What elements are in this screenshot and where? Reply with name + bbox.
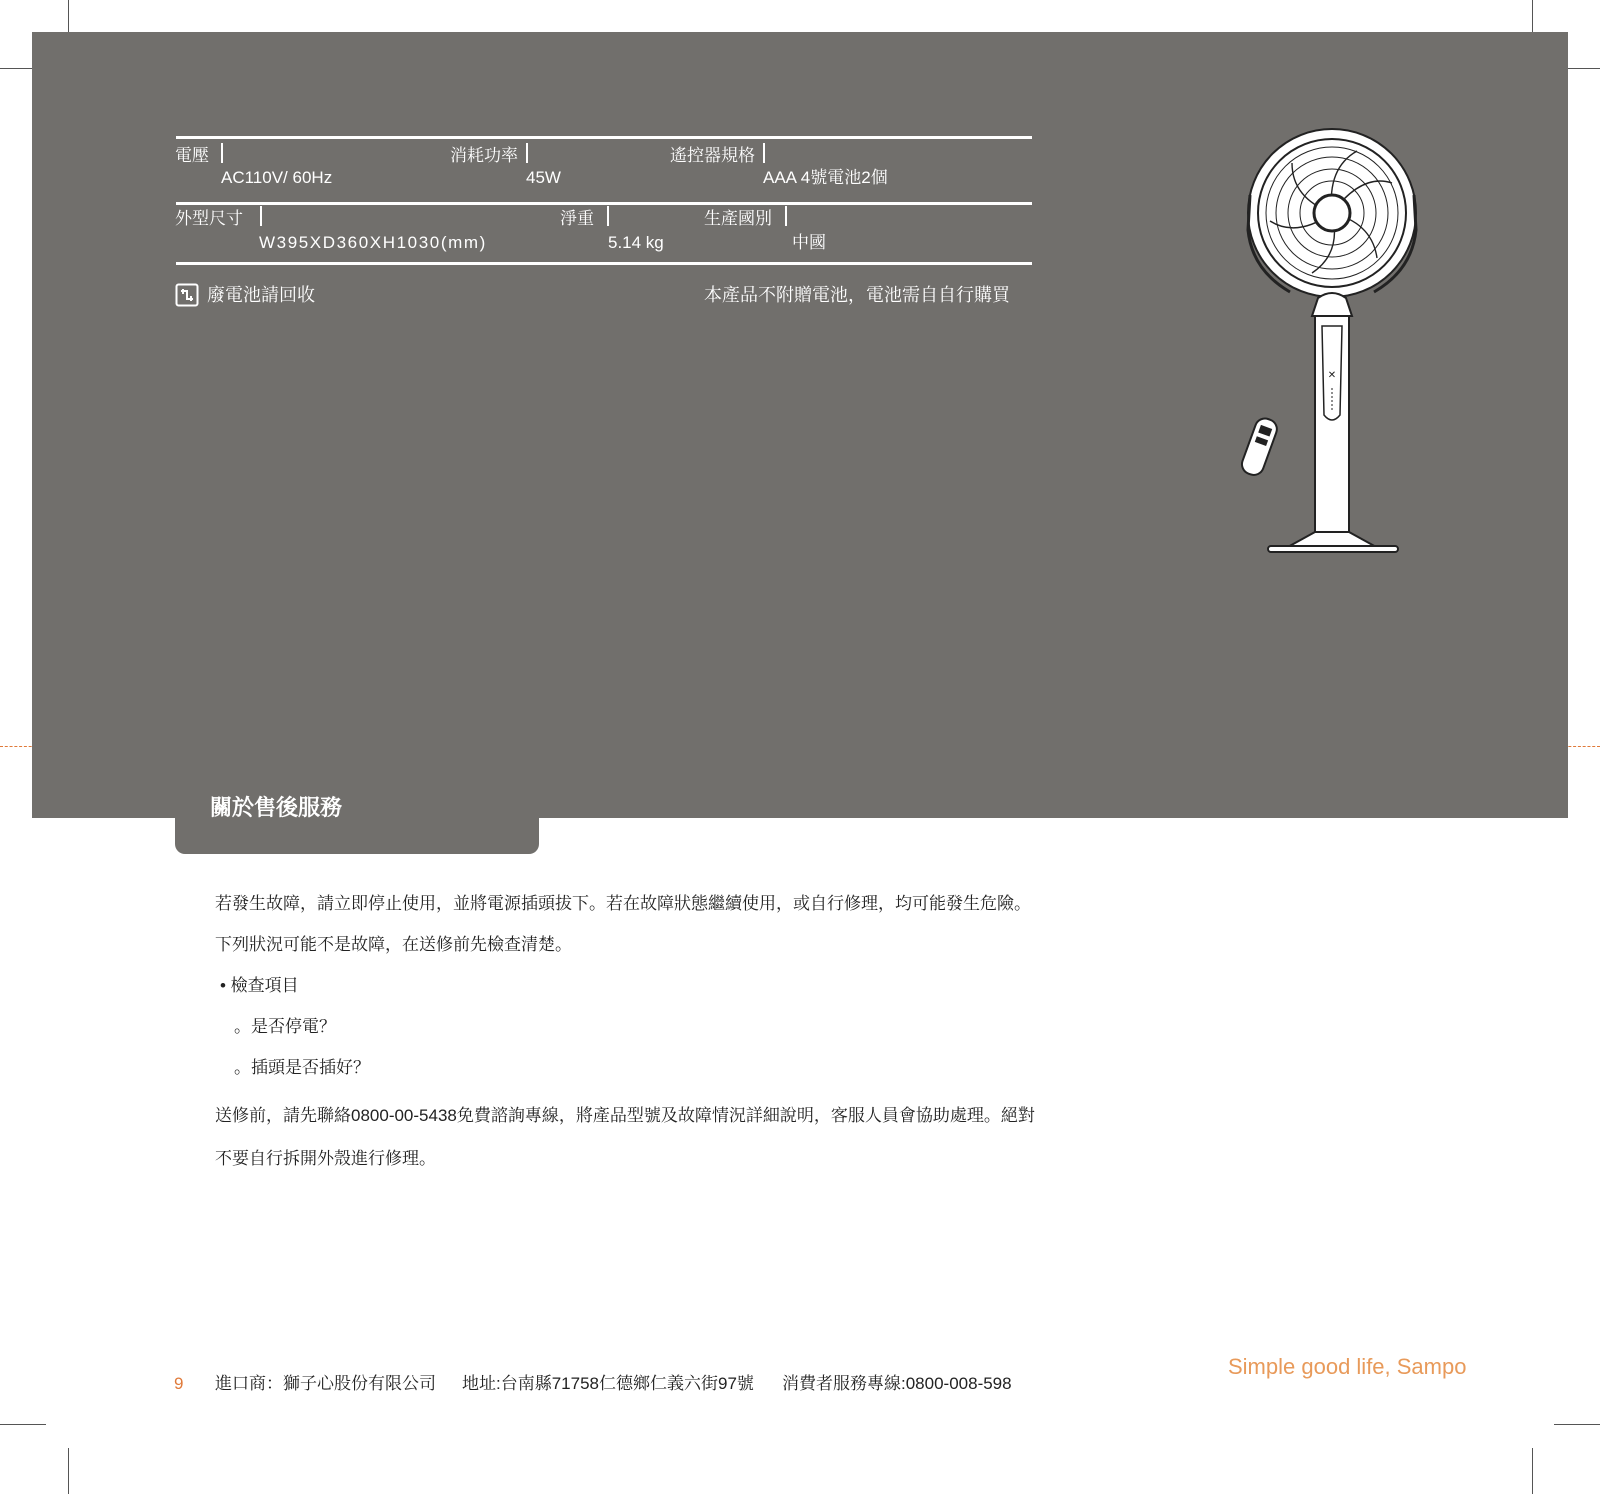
- body-paragraph: 送修前，請先聯絡0800-00-5438免費諮詢專線，將產品型號及故障情況詳細說明，客服人員會協助處理。絕對: [215, 1106, 1035, 1125]
- spec-label-dimensions: 外型尺寸: [175, 209, 243, 228]
- checklist-item: 。是否停電？: [234, 1017, 336, 1036]
- spec-label-remote: 遙控器規格: [670, 146, 755, 165]
- spec-divider: [785, 206, 787, 226]
- fan-illustration: [1230, 120, 1430, 570]
- body-paragraph: 若發生故障，請立即停止使用，並將電源插頭拔下。若在故障狀態繼續使用，或自行修理，均可能發生危險。: [215, 894, 1031, 913]
- spec-divider: [763, 143, 765, 163]
- page-number: 9: [174, 1374, 184, 1393]
- section-title: 關於售後服務: [210, 795, 343, 820]
- spec-rule: [176, 262, 1032, 265]
- spec-rule: [176, 136, 1032, 139]
- checklist-item: 。插頭是否插好？: [234, 1058, 370, 1077]
- spec-divider: [260, 206, 262, 226]
- footer-hotline: 消費者服務專線:0800-008-598: [782, 1374, 1012, 1393]
- spec-divider: [526, 143, 528, 163]
- crop-mark: [0, 1424, 46, 1425]
- spec-label-power: 消耗功率: [450, 146, 518, 165]
- crop-mark: [1532, 1448, 1533, 1494]
- footer-address: 地址:台南縣71758仁德鄉仁義六街97號: [462, 1374, 754, 1393]
- battery-note: 本產品不附贈電池，電池需自自行購買: [704, 285, 1010, 305]
- body-paragraph: 不要自行拆開外殼進行修理。: [215, 1149, 436, 1168]
- spec-divider: [221, 143, 223, 163]
- spec-label-weight: 淨重: [560, 209, 594, 228]
- svg-text:✕: ✕: [1327, 370, 1337, 381]
- brand-tagline: Simple good life, Sampo: [1228, 1354, 1467, 1379]
- spec-label-origin: 生產國別: [704, 209, 772, 228]
- checklist-heading: • 檢查項目: [220, 976, 299, 995]
- recycle-icon: [175, 283, 199, 307]
- body-paragraph: 下列狀況可能不是故障，在送修前先檢查清楚。: [215, 935, 572, 954]
- spec-divider: [607, 206, 609, 226]
- spec-value-remote: AAA 4號電池2個: [763, 168, 888, 187]
- spec-value-weight: 5.14 kg: [608, 233, 664, 252]
- spec-value-dimensions: W395XD360XH1030(mm): [259, 233, 487, 252]
- spec-value-voltage: AC110V/ 60Hz: [221, 168, 333, 187]
- spec-value-origin: 中國: [792, 233, 826, 252]
- spec-value-power: 45W: [526, 168, 561, 187]
- recycle-text: 廢電池請回收: [207, 285, 315, 305]
- crop-mark: [1554, 1424, 1600, 1425]
- spec-rule: [176, 202, 1032, 205]
- footer-importer: 進口商：獅子心股份有限公司: [215, 1374, 436, 1393]
- spec-label-voltage: 電壓: [175, 146, 209, 165]
- crop-mark: [68, 1448, 69, 1494]
